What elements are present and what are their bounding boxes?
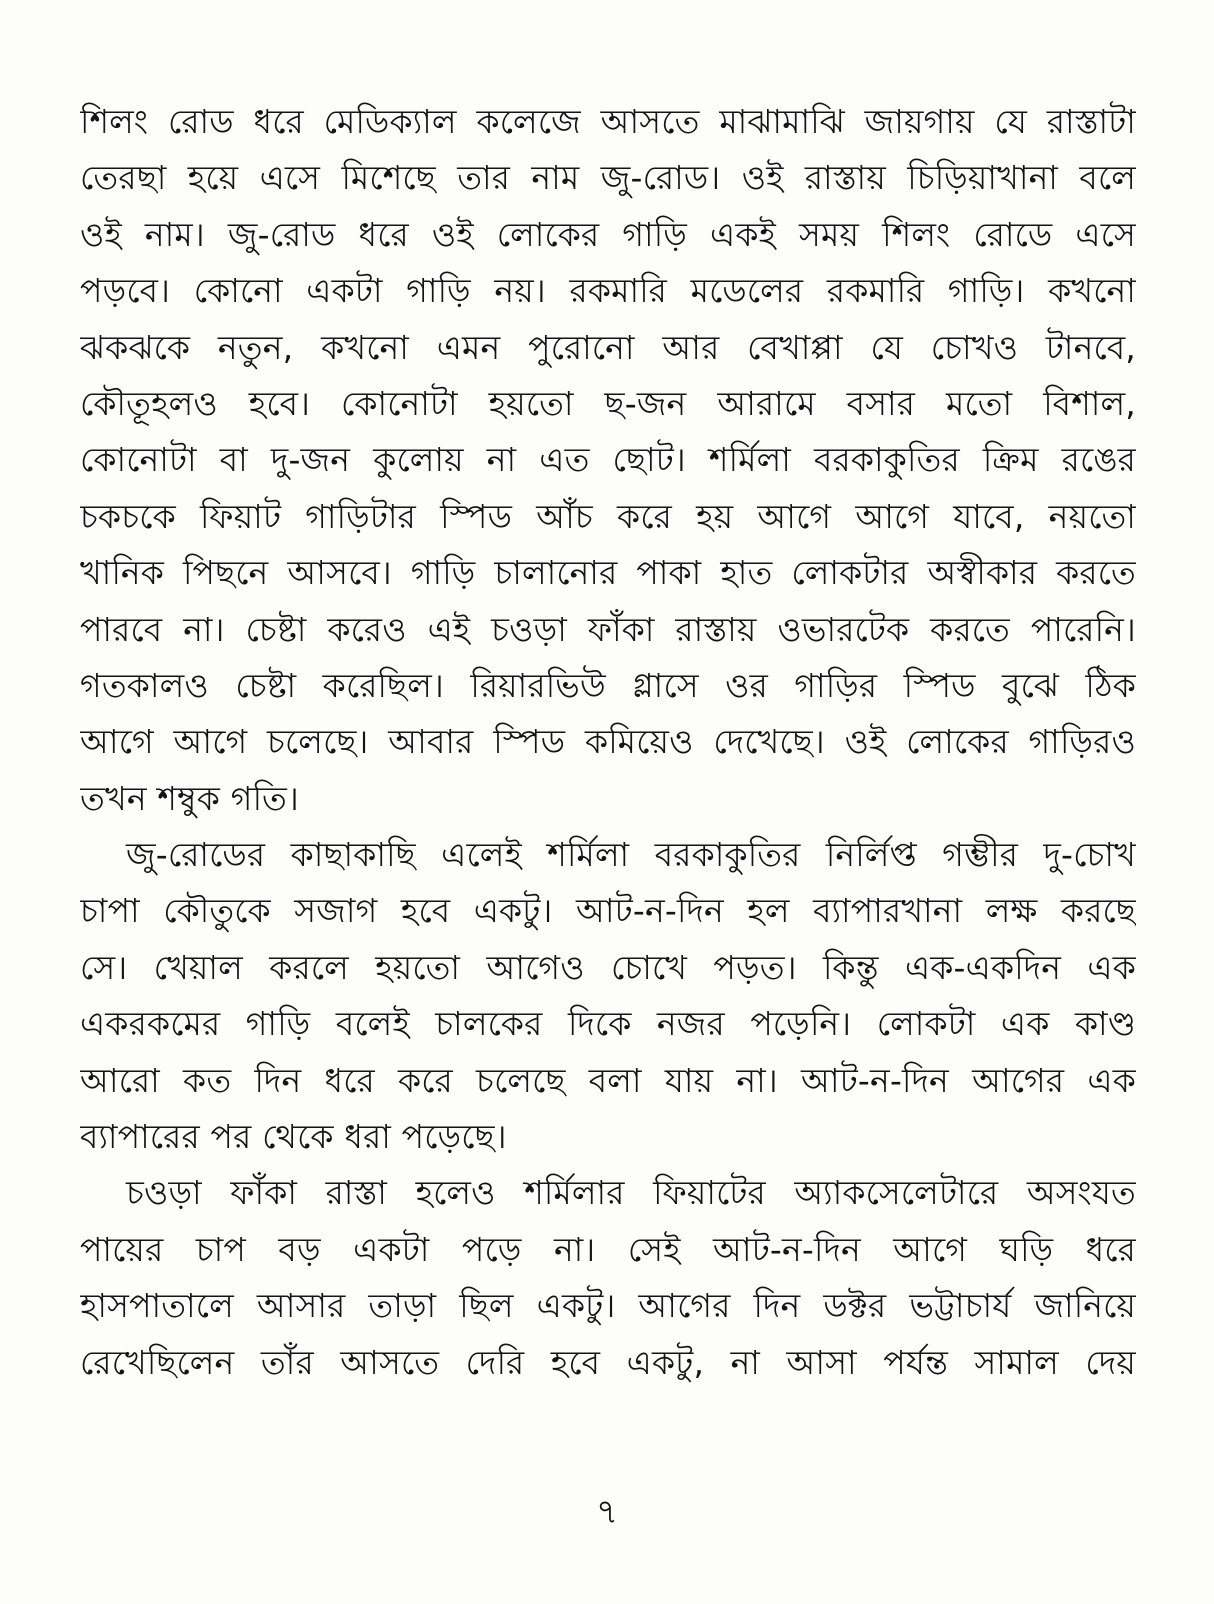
text-line: রেখেছিলেন তাঁর আসতে দেরি হবে একটু, না আসা পর্যন্ত সামাল দেয় xyxy=(80,1342,1136,1382)
text-line: হাসপাতালে আসার তাড়া ছিল একটু। আগের দিন ডক্টর ভট্টাচার্য জানিয়ে xyxy=(80,1286,1136,1326)
text-line: খানিক পিছনে আসবে। গাড়ি চালানোর পাকা হাত লোকটার অস্বীকার করতে xyxy=(80,553,1136,593)
text-line: চকচকে ফিয়াট গাড়িটার স্পিড আঁচ করে হয় আগে আগে যাবে, নয়তো xyxy=(80,496,1136,536)
text-line: শিলং রোড ধরে মেডিক্যাল কলেজে আসতে মাঝামাঝি জায়গায় যে রাস্তাটা xyxy=(80,102,1136,141)
body-text xyxy=(80,94,1136,1391)
text-line: ওই নাম। জু-রোড ধরে ওই লোকের গাড়ি একই সময় শিলং রোডে এসে xyxy=(80,214,1136,254)
paragraph xyxy=(80,1165,1136,1391)
text-line: কোনোটা বা দু-জন কুলোয় না এত ছোট। শর্মিলা বরকাকুতির ক্রিম রঙের xyxy=(80,440,1136,480)
text-line: পারবে না। চেষ্টা করেও এই চওড়া ফাঁকা রাস্তায় ওভারটেক করতে পারেনি। xyxy=(80,609,1136,649)
text-line: একরকমের গাড়ি বলেই চালকের দিকে নজর পড়েনি। লোকটা এক কাণ্ড xyxy=(80,1004,1136,1044)
text-line: জু-রোডের কাছাকাছি এলেই শর্মিলা বরকাকুতির নির্লিপ্ত গম্ভীর দু-চোখ xyxy=(126,835,1136,875)
page-number: ৭ xyxy=(595,1492,619,1532)
text-line: পড়বে। কোনো একটা গাড়ি নয়। রকমারি মডেলের রকমারি গাড়ি। কখনো xyxy=(80,271,1136,311)
text-line: তখন শম্বুক গতি। xyxy=(80,778,299,818)
text-line: সে। খেয়াল করলে হয়তো আগেও চোখে পড়ত। কিন্তু এক-একদিন এক xyxy=(80,947,1136,987)
paragraph xyxy=(80,827,1136,1165)
text-line: পায়ের চাপ বড় একটা পড়ে না। সেই আট-ন-দিন আগে ঘড়ি ধরে xyxy=(80,1229,1136,1269)
text-line: কৌতূহলও হবে। কোনোটা হয়তো ছ-জন আরামে বসার মতো বিশাল, xyxy=(80,383,1136,423)
text-line: চাপা কৌতুকে সজাগ হবে একটু। আট-ন-দিন হল ব্যাপারখানা লক্ষ করছে xyxy=(80,891,1136,931)
text-line: গতকালও চেষ্টা করেছিল। রিয়ারভিউ গ্লাসে ওর গাড়ির স্পিড বুঝে ঠিক xyxy=(80,665,1136,705)
paragraph xyxy=(80,94,1136,827)
text-line: ঝকঝকে নতুন, কখনো এমন পুরোনো আর বেখাপ্পা যে চোখও টানবে, xyxy=(80,327,1136,367)
text-line: আরো কত দিন ধরে করে চলেছে বলা যায় না। আট-ন-দিন আগের এক xyxy=(80,1060,1136,1100)
text-line: চওড়া ফাঁকা রাস্তা হলেও শর্মিলার ফিয়াটের অ্যাকসেলেটারে অসংযত xyxy=(126,1173,1136,1213)
text-line: ব্যাপারের পর থেকে ধরা পড়েছে। xyxy=(80,1117,507,1157)
text-line: আগে আগে চলেছে। আবার স্পিড কমিয়েও দেখেছে। ওই লোকের গাড়িরও xyxy=(80,722,1136,762)
text-line: তেরছা হয়ে এসে মিশেছে তার নাম জু-রোড। ওই রাস্তায় চিড়িয়াখানা বলে xyxy=(80,158,1136,198)
